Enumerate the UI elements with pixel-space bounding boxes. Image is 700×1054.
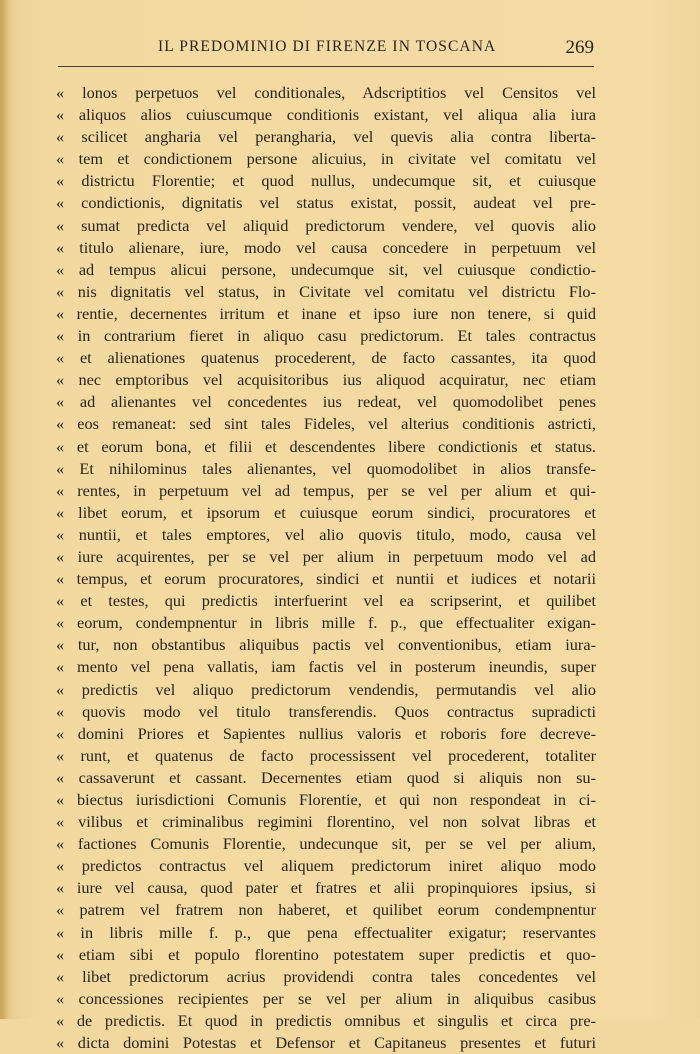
text-line: « rentes, in perpetuum vel ad tempus, per se vel per alium et qui- [56, 480, 596, 500]
text-line: « iure acquirentes, per se vel per alium in perpetuum modo vel ad [56, 546, 596, 566]
text-line: « de predictis. Et quod in predictis omnibus et singulis et circa pre- [56, 1010, 596, 1030]
text-line: « quovis modo vel titulo transferendis. Quos contractus supradicti [56, 701, 596, 721]
text-line: « ad tempus alicui persone, undecumque sit, vel cuiusque condictio- [56, 259, 596, 279]
text-line: « tem et condictionem persone alicuius, in civitate vel comitatu vel [56, 149, 596, 169]
text-line: « eos remaneat: sed sint tales Fideles, vel alterius conditionis astricti, [56, 414, 596, 434]
body-text [56, 82, 596, 1054]
running-title: IL PREDOMINIO DI FIRENZE IN TOSCANA [158, 38, 497, 55]
text-line: « aliquos alios cuiuscumque conditionis existant, vel aliqua alia iura [56, 105, 596, 125]
text-line: « nuntii, et tales emptores, vel alio quovis titulo, modo, causa vel [56, 524, 596, 544]
text-line: « domini Priores et Sapientes nullius valoris et roboris fore decreve- [56, 723, 596, 743]
text-line: « factiones Comunis Florentie, undecunque sit, per se vel per alium, [56, 834, 596, 854]
running-head [58, 38, 594, 62]
text-line: « et alienationes quatenus procederent, de facto cassantes, ita quod [56, 348, 596, 368]
text-line: « vilibus et criminalibus regimini florentino, vel non solvat libras et [56, 812, 596, 832]
text-line: « Et nihilominus tales alienantes, vel quomodolibet in alios transfe- [56, 458, 596, 478]
text-line: « districtu Florentie; et quod nullus, undecumque sit, et cuiusque [56, 171, 596, 191]
text-line: « in contrarium fieret in aliquo casu predictorum. Et tales contractus [56, 326, 596, 346]
text-line: « nec emptoribus vel acquisitoribus ius aliquod acquiratur, nec etiam [56, 370, 596, 390]
text-line: « patrem vel fratrem non haberet, et quilibet eorum condempnentur [56, 900, 596, 920]
text-line: « biectus iurisdictioni Comunis Florentie, et qui non respondeat in ci- [56, 790, 596, 809]
text-line: « runt, et quatenus de facto processissent vel procederent, totaliter [56, 745, 596, 765]
text-line: « rentie, decernentes irritum et inane et ipso iure non tenere, si quid [56, 303, 596, 323]
text-line: « etiam sibi et populo florentino potestatem super predictis et quo- [56, 944, 596, 964]
text-line: « dicta domini Potestas et Defensor et Capitaneus presentes et futuri [56, 1033, 596, 1053]
text-line: « in libris mille f. p., que pena effectualiter exigatur; reservantes [56, 922, 596, 942]
text-line: « libet eorum, et ipsorum et cuiusque eorum sindici, procuratores et [56, 502, 596, 522]
text-line: « nis dignitatis vel status, in Civitate vel comitatu vel districtu Flo- [56, 281, 596, 301]
page-number: 269 [565, 37, 594, 58]
text-line: « lonos perpetuos vel conditionales, Adscriptitios vel Censitos vel [56, 83, 596, 102]
text-line: « cassaverunt et cassant. Decernentes etiam quod si aliquis non su- [56, 767, 596, 787]
text-line: « predictis vel aliquo predictorum vendendis, permutandis vel alio [56, 679, 596, 699]
text-line: « tur, non obstantibus aliquibus pactis vel conventionibus, etiam iura- [56, 635, 596, 655]
text-line: « scilicet angharia vel perangharia, vel quevis alia contra liberta- [56, 127, 596, 147]
text-line: « concessiones recipientes per se vel per alium in aliquibus casibus [56, 988, 596, 1008]
text-line: « et testes, qui predictis interfuerint vel ea scripserint, et quilibet [56, 591, 596, 611]
text-line: « et eorum bona, et filii et descendentes libere condictionis et status. [56, 436, 596, 456]
text-line: « predictos contractus vel aliquem predictorum iniret aliquo modo [56, 856, 596, 876]
text-line: « sumat predicta vel aliquid predictorum vendere, vel quovis alio [56, 215, 596, 235]
text-line: « titulo alienare, iure, modo vel causa concedere in perpetuum vel [56, 237, 596, 257]
text-line: « libet predictorum acrius providendi contra tales concedentes vel [56, 966, 596, 986]
text-line: « condictionis, dignitatis vel status existat, possit, audeat vel pre- [56, 193, 596, 213]
text-line: « eorum, condempnentur in libris mille f. p., que effectualiter exigan- [56, 613, 596, 633]
text-line: « mento vel pena vallatis, iam factis vel in posterum ineundis, super [56, 657, 596, 677]
text-line: « iure vel causa, quod pater et fratres et alii propinquiores ipsius, si [56, 878, 596, 898]
text-line: « tempus, et eorum procuratores, sindici et nuntii et iudices et notarii [56, 569, 596, 589]
header-rule [58, 66, 594, 67]
spine-shadow [0, 0, 8, 1019]
text-line: « ad alienantes vel concedentes ius redeat, vel quomodolibet penes [56, 392, 596, 412]
